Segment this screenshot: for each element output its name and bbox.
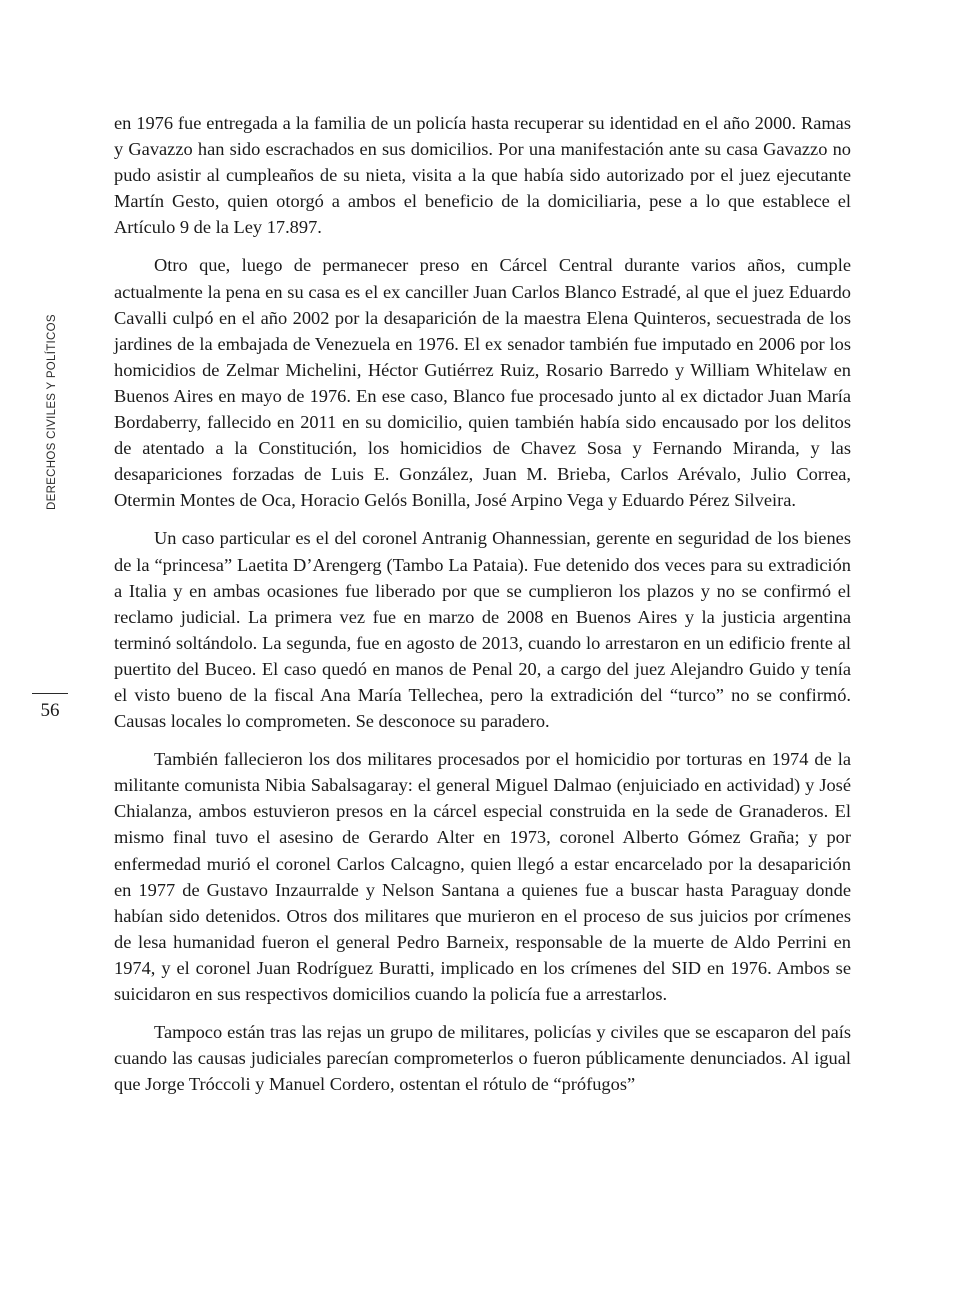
paragraph-3: Un caso particular es el del coronel Antranig Ohannessian, gerente en seguridad de los bienes de la “princesa” Laetita D’Arengerg (Tambo La Pataia). Fue detenido dos veces para su extradición a Italia y en ambas ocasiones fue liberado por que se cumplieron los plazos y no se confirmó el reclamo judicial. La primera vez fue en marzo de 2008 en Buenos Aires y la justicia argentina terminó soltándolo. La segunda, fue en agosto de 2013, cuando lo arrestaron en un edificio frente al puertito del Buceo. El caso quedó en manos de Penal 20, a cargo del juez Alejandro Guido y tenía el visto bueno de la fiscal Ana María Tellechea, pero la extradición del “turco” no se confirmó. Causas locales lo comprometen. Se desconoce su paradero. bbox=[114, 528, 851, 732]
page-number: 56 bbox=[40, 700, 60, 721]
running-head: DERECHOS CIVILES Y POLÍTICOS bbox=[46, 314, 58, 510]
body-text bbox=[114, 110, 851, 1109]
paragraph-1: en 1976 fue entregada a la familia de un policía hasta recuperar su identidad en el año 2000. Ramas y Gavazzo han sido escrachados en sus domicilios. Por una manifestación ante su casa Gavazzo no pudo asistir al cumpleaños de su nieta, visita a la que había sido autorizado por el juez ejecutante Martín Gesto, quien otorgó a ambos el beneficio de la domiciliaria, pese a lo que establece el Artículo 9 de la Ley 17.897. bbox=[114, 113, 851, 238]
paragraph-2: Otro que, luego de permanecer preso en Cárcel Central durante varios años, cumple actualmente la pena en su casa es el ex canciller Juan Carlos Blanco Estradé, al que el juez Eduardo Cavalli culpó en el año 2002 por la desaparición de la maestra Elena Quinteros, secuestrada de los jardines de la embajada de Venezuela en 1976. El ex senador también fue imputado en 2006 por los homicidios de Zelmar Michelini, Héctor Gutiérrez Ruiz, Rosario Barredo y William Whitelaw en Buenos Aires en mayo de 1976. En ese caso, Blanco fue procesado junto al ex dictador Juan María Bordaberry, fallecido en 2011 en su domicilio, quien también había sido encausado por los delitos de atentado a la Constitución, los homicidios de Chavez Sosa y Fernando Miranda, y las desapariciones forzadas de Luis E. González, Juan M. Brieba, Carlos Arévalo, Julio Correa, Otermin Montes de Oca, Horacio Gelós Bonilla, José Arpino Vega y Eduardo Pérez Silveira. bbox=[114, 255, 851, 511]
page-number-rule bbox=[32, 693, 68, 694]
paragraph-4: También fallecieron los dos militares procesados por el homicidio por torturas en 1974 de la militante comunista Nibia Sabalsagaray: el general Miguel Dalmao (enjuiciado en actividad) y José Chialanza, ambos estuvieron presos en la cárcel especial construida en la sede de Granaderos. El mismo final tuvo el asesino de Gerardo Alter en 1973, coronel Alberto Gómez Graña; y por enfermedad murió el coronel Carlos Calcagno, quien llegó a estar encarcelado por la desaparición en 1977 de Gustavo Inzaurralde y Nelson Santana a quienes fue a buscar hasta Paraguay donde habían sido detenidos. Otros dos militares que murieron en el proceso de sus juicios por crímenes de lesa humanidad fueron el general Pedro Barneix, responsable de la muerte de Aldo Perrini en 1974, y el coronel Juan Rodríguez Buratti, implicado en los crímenes del SID en 1976. Ambos se suicidaron en sus respectivos domicilios cuando la policía fue a arrestarlos. bbox=[114, 749, 851, 1004]
paragraph-5: Tampoco están tras las rejas un grupo de militares, policías y civiles que se escaparon del país cuando las causas judiciales parecían comprometerlos o fueron públicamente denunciados. Al igual que Jorge Tróccoli y Manuel Cordero, ostentan el rótulo de “prófugos” bbox=[114, 1022, 851, 1095]
